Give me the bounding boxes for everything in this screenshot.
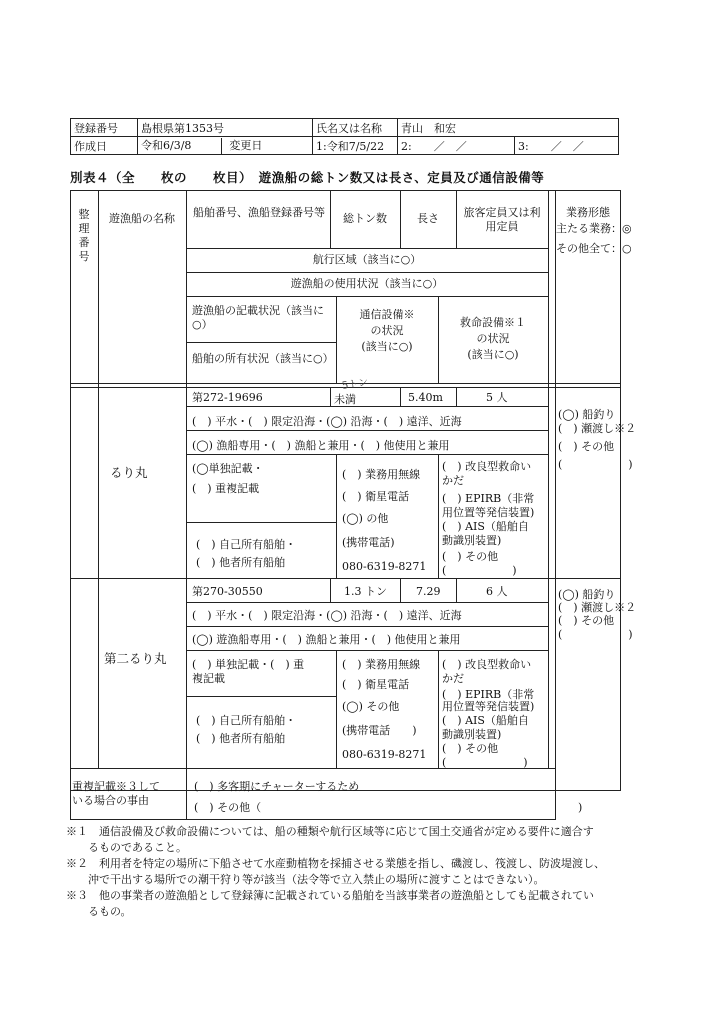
- boat-1-rescue-c2: 動識別装置): [442, 534, 502, 547]
- boat-2-comm-a: ( ) 業務用無線: [342, 658, 421, 671]
- boat-1-comm-a: ( ) 業務用無線: [342, 468, 421, 481]
- boat-1-registry-a: (◯単独記載・: [192, 462, 264, 475]
- dup-option-1: ( ) 多客期にチャーターするため: [194, 780, 360, 793]
- change-3: 3: ／ ／: [515, 137, 619, 155]
- grid-line: [336, 650, 337, 768]
- grid-line: [456, 387, 457, 407]
- grid-line: [330, 190, 331, 248]
- grid-line: [330, 578, 331, 602]
- grid-line: [186, 696, 336, 697]
- boat-1-biz-c: ( ) その他: [558, 440, 615, 453]
- boat-1-comm-d: (携帯電話): [342, 536, 395, 549]
- grid-line: [70, 578, 621, 579]
- boat-1-rescue-e: ( ): [442, 564, 517, 577]
- boat-1-registry-b: ( ) 重複記載: [192, 482, 260, 495]
- boat-2-rescue-b: ( ) EPIRB（非常: [442, 688, 535, 701]
- note-1-cont: るものであること。: [66, 841, 187, 854]
- boat-2-rescue-e: ( ): [442, 756, 528, 769]
- boat-1-rescue-a2: かだ: [442, 474, 464, 487]
- created-label: 作成日: [71, 137, 138, 155]
- grid-line: [186, 522, 336, 523]
- grid-line: [438, 454, 439, 578]
- changed-label: 変更日: [229, 139, 263, 152]
- grid-line: [98, 190, 99, 768]
- boat-1-owner-b: ( ) 他者所有船舶: [196, 556, 286, 569]
- boat-2-registry-a: ( ) 単独記載・( ) 重: [192, 658, 305, 671]
- boat-2-rescue-d: ( ) その他: [442, 742, 499, 755]
- boat-2-rescue-a2: かだ: [442, 672, 464, 685]
- boat-2-name: 第二るり丸: [104, 651, 167, 666]
- col-comm-1: 通信設備※: [359, 308, 415, 321]
- boat-1-tonnage-handwritten: 5トン: [341, 377, 369, 392]
- change-1: 1:令和7/5/22: [313, 137, 398, 155]
- col-rescue-2: の状況: [476, 332, 510, 345]
- col-tonnage: 総トン数: [343, 212, 387, 225]
- change-2: 2: ／ ／: [398, 137, 515, 155]
- boat-2-tonnage: 1.3 トン: [344, 585, 387, 598]
- grid-line: [456, 190, 457, 248]
- grid-line: [438, 650, 439, 768]
- grid-line: [186, 454, 548, 455]
- boat-1-usage: (◯) 漁船専用・( ) 漁船と兼用・( ) 他使用と兼用: [192, 439, 450, 452]
- boat-1-rescue-d: ( ) その他: [442, 550, 499, 563]
- grid-line: [186, 248, 548, 249]
- boat-2-usage: (◯) 遊漁船専用・( ) 漁船と兼用・( ) 他使用と兼用: [192, 633, 461, 646]
- grid-line: [556, 190, 620, 191]
- name-value: 青山 和宏: [398, 119, 619, 137]
- col-rescue-1: 救命設備※１: [460, 316, 526, 329]
- grid-line: [186, 272, 548, 273]
- dup-label-2: いる場合の事由: [72, 794, 149, 807]
- boat-1-area: ( ) 平水・( ) 限定沿海・(◯) 沿海・( ) 遠洋、近海: [192, 415, 462, 428]
- col-rescue-3: (該当に○): [467, 348, 519, 361]
- boat-1-comm-c: (◯) の他: [342, 512, 389, 525]
- note-2-cont: 沖で干出する場所での潮干狩り等が該当（法令等で立入禁止の場所に渡すことはできない）。: [66, 873, 545, 886]
- boat-2-biz-b: ( ) 瀬渡し※２: [558, 601, 637, 614]
- grid-line: [620, 190, 621, 790]
- boat-2-area: ( ) 平水・( ) 限定沿海・(◯) 沿海・( ) 遠洋、近海: [192, 609, 462, 622]
- boat-1-comm-e: 080-6319-8271: [342, 560, 427, 573]
- grid-line: [186, 768, 187, 820]
- grid-line: [456, 578, 457, 602]
- col-length: 長さ: [417, 212, 439, 225]
- col-boat-name: 遊漁船の名称: [109, 212, 175, 225]
- boat-1-length: 5.40m: [408, 391, 443, 404]
- boat-2-comm-d: (携帯電話 ): [342, 724, 417, 737]
- col-business-3: その他全て：○: [556, 242, 632, 255]
- grid-line: [336, 454, 337, 578]
- header-table: [70, 118, 619, 155]
- boat-2-registry-b: 複記載: [192, 672, 225, 685]
- note-2: ※２ 利用者を特定の場所に下船させて水産動植物を採捕させる業態を指し、磯渡し、筏渡し、防波堤渡し、: [66, 857, 605, 870]
- boat-2-comm-b: ( ) 衛星電話: [342, 678, 410, 691]
- grid-line: [400, 387, 401, 407]
- boat-2-biz-d: ( ): [558, 628, 633, 641]
- boat-1-biz-d: ( ): [558, 458, 633, 471]
- col-comm-3: (該当に○): [361, 340, 413, 353]
- boat-1-rescue-c: ( ) AIS（船舶自: [442, 520, 529, 533]
- grid-line: [186, 650, 548, 651]
- col-seiri: 整理番号: [78, 208, 90, 263]
- grid-line: [186, 626, 548, 627]
- boat-2-comm-c: (◯) その他: [342, 700, 400, 713]
- reg-no-value: 島根県第1353号: [138, 119, 313, 137]
- dup-option-2-close: ): [578, 801, 583, 814]
- reg-no-label: 登録番号: [71, 119, 138, 137]
- dup-label-1: 重複記載※３して: [72, 780, 160, 793]
- boat-1-no: 第272-19696: [192, 391, 263, 404]
- col-usage: 遊漁船の使用状況（該当に○）: [290, 277, 444, 290]
- col-capacity: 旅客定員又は利用定員: [463, 206, 541, 233]
- name-label: 氏名又は名称: [313, 119, 398, 137]
- created-value: 令和6/3/8 変更日: [138, 137, 313, 155]
- boat-1-biz-a: (◯) 船釣り: [558, 408, 616, 421]
- grid-line: [186, 430, 548, 431]
- grid-line: [186, 602, 548, 603]
- col-business-2: 主たる業務：◎: [556, 222, 632, 235]
- boat-2-owner-b: ( ) 他者所有船舶: [196, 732, 286, 745]
- col-comm-2: の状況: [370, 324, 404, 337]
- boat-2-rescue-a: ( ) 改良型救命い: [442, 658, 532, 671]
- boat-1-capacity: 5 人: [486, 391, 508, 404]
- grid-line: [400, 190, 401, 248]
- boat-1-rescue-a: ( ) 改良型救命い: [442, 460, 532, 473]
- boat-2-capacity: 6 人: [486, 585, 508, 598]
- grid-line: [330, 387, 331, 407]
- grid-line: [186, 296, 548, 297]
- form-title: 別表４（全 枚の 枚目） 遊漁船の総トン数又は長さ、定員及び通信設備等: [70, 170, 545, 185]
- grid-line: [548, 190, 549, 768]
- dup-option-2: ( ) その他（: [194, 801, 262, 814]
- note-3: ※３ 他の事業者の遊漁船として登録簿に記載されている船舶を当該事業者の遊漁船としても記載されてい: [66, 889, 594, 902]
- grid-line: [400, 578, 401, 602]
- boat-2-rescue-b2: 用位置等発信装置): [442, 700, 535, 713]
- col-business-1: 業務形態: [566, 206, 610, 219]
- grid-line: [186, 342, 336, 343]
- boat-1-rescue-b: ( ) EPIRB（非常: [442, 492, 535, 505]
- boat-2-biz-a: (◯) 船釣り: [558, 588, 616, 601]
- col-registry: 遊漁船の記載状況（該当に○）: [192, 304, 324, 331]
- note-1: ※１ 通信設備及び救命設備については、船の種類や航行区域等に応じて国土交通省が定める要件に適合す: [66, 825, 594, 838]
- grid-line: [186, 406, 548, 407]
- boat-1-name: るり丸: [110, 465, 148, 480]
- col-boat-no: 船舶番号、漁船登録番号等: [193, 206, 325, 219]
- boat-2-rescue-c: ( ) AIS（船舶自: [442, 714, 529, 727]
- boat-1-biz-b: ( ) 瀬渡し※２: [558, 422, 637, 435]
- grid-line: [438, 296, 439, 384]
- boat-2-biz-c: ( ) その他: [558, 614, 615, 627]
- grid-line: [336, 296, 337, 384]
- boat-2-comm-e: 080-6319-8271: [342, 748, 427, 761]
- boat-1-rescue-b2: 用位置等発信装置): [442, 506, 535, 519]
- boat-1-tonnage: 未満: [334, 393, 356, 406]
- boat-1-owner-a: ( ) 自己所有船舶・: [196, 538, 297, 551]
- boat-1-comm-b: ( ) 衛星電話: [342, 490, 410, 503]
- boat-2-rescue-c2: 動識別装置): [442, 728, 502, 741]
- boat-2-no: 第270-30550: [192, 585, 263, 598]
- boat-2-length: 7.29: [416, 585, 441, 598]
- col-area: 航行区域（該当に○）: [312, 253, 422, 266]
- boat-2-owner-a: ( ) 自己所有船舶・: [196, 714, 297, 727]
- col-ownership: 船舶の所有状況（該当に○）: [192, 352, 334, 365]
- note-3-cont: るもの。: [66, 905, 132, 918]
